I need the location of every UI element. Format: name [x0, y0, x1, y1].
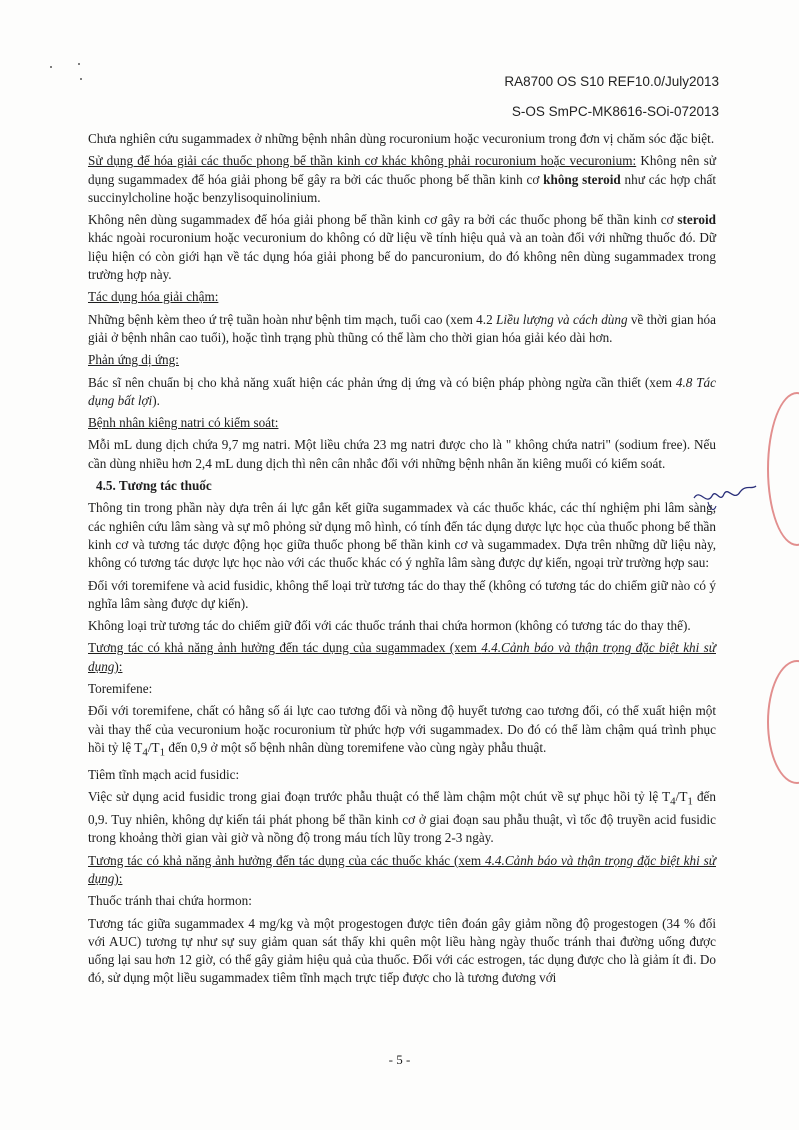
text: ):	[114, 658, 123, 674]
text: Không nên dùng sugammadex để hóa giải phong bế thần kinh cơ gây ra bởi các thuốc phong bế thần kinh cơ	[88, 212, 678, 228]
text: Đối với toremifene, chất có hằng số ái lực cao tương đối và nồng độ huyết tương cao tương đối, có thể xuất hiện một vài thay thế của vecuronium hoặc rocuronium từ phức hợp với sugammadex. Do đó có thể làm chậm quá trình phục hồi tỷ lệ	[88, 703, 716, 755]
bold-text: không steroid	[543, 171, 621, 187]
paragraph-fusidic	[88, 788, 716, 848]
subscript-1: 1	[687, 795, 693, 808]
paragraph-hormonal-contraceptives: Không loại trừ tương tác do chiếm giữ đối với các thuốc tránh thai chứa hormon (không có tương tác do thay thế).	[88, 618, 691, 634]
text: ).	[152, 392, 160, 408]
document-reference: RA8700 OS S10 REF10.0/July2013	[504, 74, 719, 89]
paragraph-progestogen: Tương tác giữa sugammadex 4 mg/kg và một progestogen được tiên đoán gây giảm nồng độ progestogen (34 % đối với AUC) tương tự như sự suy giảm quan sát thấy khi quên một liều hàng ngày thuốc tránh thai đường uống được uống lại sau hơn 12 giờ, có thể gây giảm hiệu quả của thuốc. Đối với các estrogen, tác dụng được cho là giảm ít đi. Do đó, sử dụng một liều sugammadex tiêm tĩnh mạch trực tiếp được cho là tương đương với	[88, 915, 716, 986]
italic-ref: 4.4.Cảnh báo và thận trọng đặc biệt khi sử dụng	[88, 852, 716, 886]
section-title-interactions: 4.5. Tương tác thuốc	[96, 478, 212, 494]
document-body	[88, 130, 716, 992]
subscript-1: 1	[159, 746, 166, 759]
text: Bác sĩ nên chuẩn bị cho khả năng xuất hiện các phản ứng dị ứng và có biện pháp phòng ngừa cần thiết (xem	[88, 374, 676, 390]
scan-speck	[50, 66, 52, 68]
scan-speck	[78, 63, 80, 65]
subheading-effect-on-other-drugs	[88, 852, 716, 889]
text: Những bệnh kèm theo ứ trệ tuần hoàn như bệnh tim mạch, tuổi cao (xem 4.2	[88, 311, 496, 327]
paragraph-icu: Chưa nghiên cứu sugammadex ở những bệnh nhân dùng rocuronium hoặc vecuronium trong đơn vị chăm sóc đặc biệt.	[88, 131, 715, 146]
text: về thời gian hóa giải ở bệnh nhân cao tuổi), hoặc tình trạng phù thũng có thể làm cho thời gian hóa giải kéo dài hơn.	[88, 311, 716, 345]
paragraph-allergy	[88, 374, 716, 411]
subscript-4: 4	[670, 795, 676, 808]
label-hormonal: Thuốc tránh thai chứa hormon:	[88, 893, 252, 909]
paragraph-toremifene	[88, 702, 716, 762]
ratio-t: T	[662, 789, 671, 805]
subheading-allergy: Phản ứng dị ứng:	[88, 352, 179, 368]
text: đến 0,9 ở một số bệnh nhân dùng toremifene vào cùng ngày phẫu thuật.	[165, 739, 547, 755]
text: Việc sử dụng acid fusidic trong giai đoạn trước phẫu thuật có thể làm chậm một chút về sự phục hồi tỷ lệ	[88, 789, 663, 805]
paragraph-interactions-intro: Thông tin trong phần này dựa trên ái lực gắn kết giữa sugammadex và các thuốc khác, các thí nghiệm phi lâm sàng, các nghiên cứu lâm sàng và sự mô phỏng sử dụng mô hình, có tính đến tác dụng dược lực học của thuốc phong bế thần kinh cơ và tương tác dược động học giữa thuốc phong bế thần kinh cơ và sugammadex. Dựa trên những dữ liệu này, không có tương tác dược lực học nào với các thuốc khác có ý nghĩa lâm sàng được dự kiến, ngoại trừ trường hợp sau:	[88, 500, 716, 571]
paragraph-delayed	[88, 311, 716, 348]
ratio-t: T	[134, 739, 143, 755]
subheading-other-blockers: Sử dụng để hóa giải các thuốc phong bế thần kinh cơ khác không phải rocuronium hoặc vecuronium:	[88, 153, 637, 169]
stamp-partial-bottom	[767, 660, 799, 784]
document-code: S-OS SmPC-MK8616-SOi-072013	[511, 104, 719, 119]
text: Không nên sử dụng sugammadex để hóa giải phong bế gây ra bởi các thuốc phong bế thần kinh cơ	[88, 153, 716, 187]
subscript-4: 4	[142, 746, 148, 759]
ratio-slash-t: /T	[675, 789, 688, 805]
bold-text: steroid	[677, 212, 716, 228]
text: Tương tác có khả năng ảnh hưởng đến tác dụng của sugammadex (xem	[88, 640, 482, 656]
italic-ref: 4.4.Cảnh báo và thận trọng đặc biệt khi sử dụng	[88, 640, 716, 674]
text: ):	[114, 870, 123, 886]
italic-ref: 4.8 Tác dụng bất lợi	[88, 374, 716, 408]
stamp-partial-top	[767, 392, 799, 546]
text: đến 0,9. Tuy nhiên, không dự kiến tái phát phong bế thần kinh cơ ở giai đoạn sau phẫu thuật, vì tốc độ truyền acid fusidic trong khoảng thời gian vài giờ và nồng độ trong máu tích lũy trong 2-3 ngày.	[88, 789, 716, 846]
page-number: - 5 -	[388, 1052, 411, 1067]
label-fusidic: Tiêm tĩnh mạch acid fusidic:	[88, 766, 240, 782]
paragraph-sodium: Mỗi mL dung dịch chứa 9,7 mg natri. Một liều chứa 23 mg natri được cho là " không chứa natri" (sodium free). Nếu cần dùng nhiều hơn 2,4 mL dung dịch thì nên cân nhắc đối với những bệnh nhân ăn kiêng muối có kiểm soát.	[88, 437, 716, 471]
ratio-slash-t: /T	[147, 739, 160, 755]
text: Tương tác có khả năng ảnh hưởng đến tác dụng của các thuốc khác (xem	[88, 852, 486, 868]
text: như các hợp chất succinylcholine hoặc benzylisoquinolinium.	[88, 171, 717, 205]
italic-ref: Liều lượng và cách dùng	[496, 311, 628, 327]
label-toremifene: Toremifene:	[88, 681, 153, 697]
paragraph-toremifene-fusidic: Đối với toremifene và acid fusidic, không thể loại trừ tương tác do thay thế (không có tương tác do chiếm giữ nào có ý nghĩa lâm sàng được dự kiến).	[88, 577, 716, 611]
subheading-effect-on-sugammadex	[88, 639, 716, 676]
text: khác ngoài rocuronium hoặc vecuronium do không có dữ liệu về tính hiệu quả và an toàn đối với những thuốc đó. Dữ liệu hiện có còn giới hạn về tác dụng hóa giải phong bế do pancuronium, do đó không nên dùng sugammadex trong trường hợp này.	[88, 230, 716, 283]
subheading-sodium: Bệnh nhân kiêng natri có kiểm soát:	[88, 415, 279, 431]
paragraph-steroid	[88, 211, 716, 284]
scan-speck	[80, 78, 82, 80]
subheading-delayed: Tác dụng hóa giải chậm:	[88, 289, 219, 305]
paragraph-other-blockers	[88, 152, 716, 207]
